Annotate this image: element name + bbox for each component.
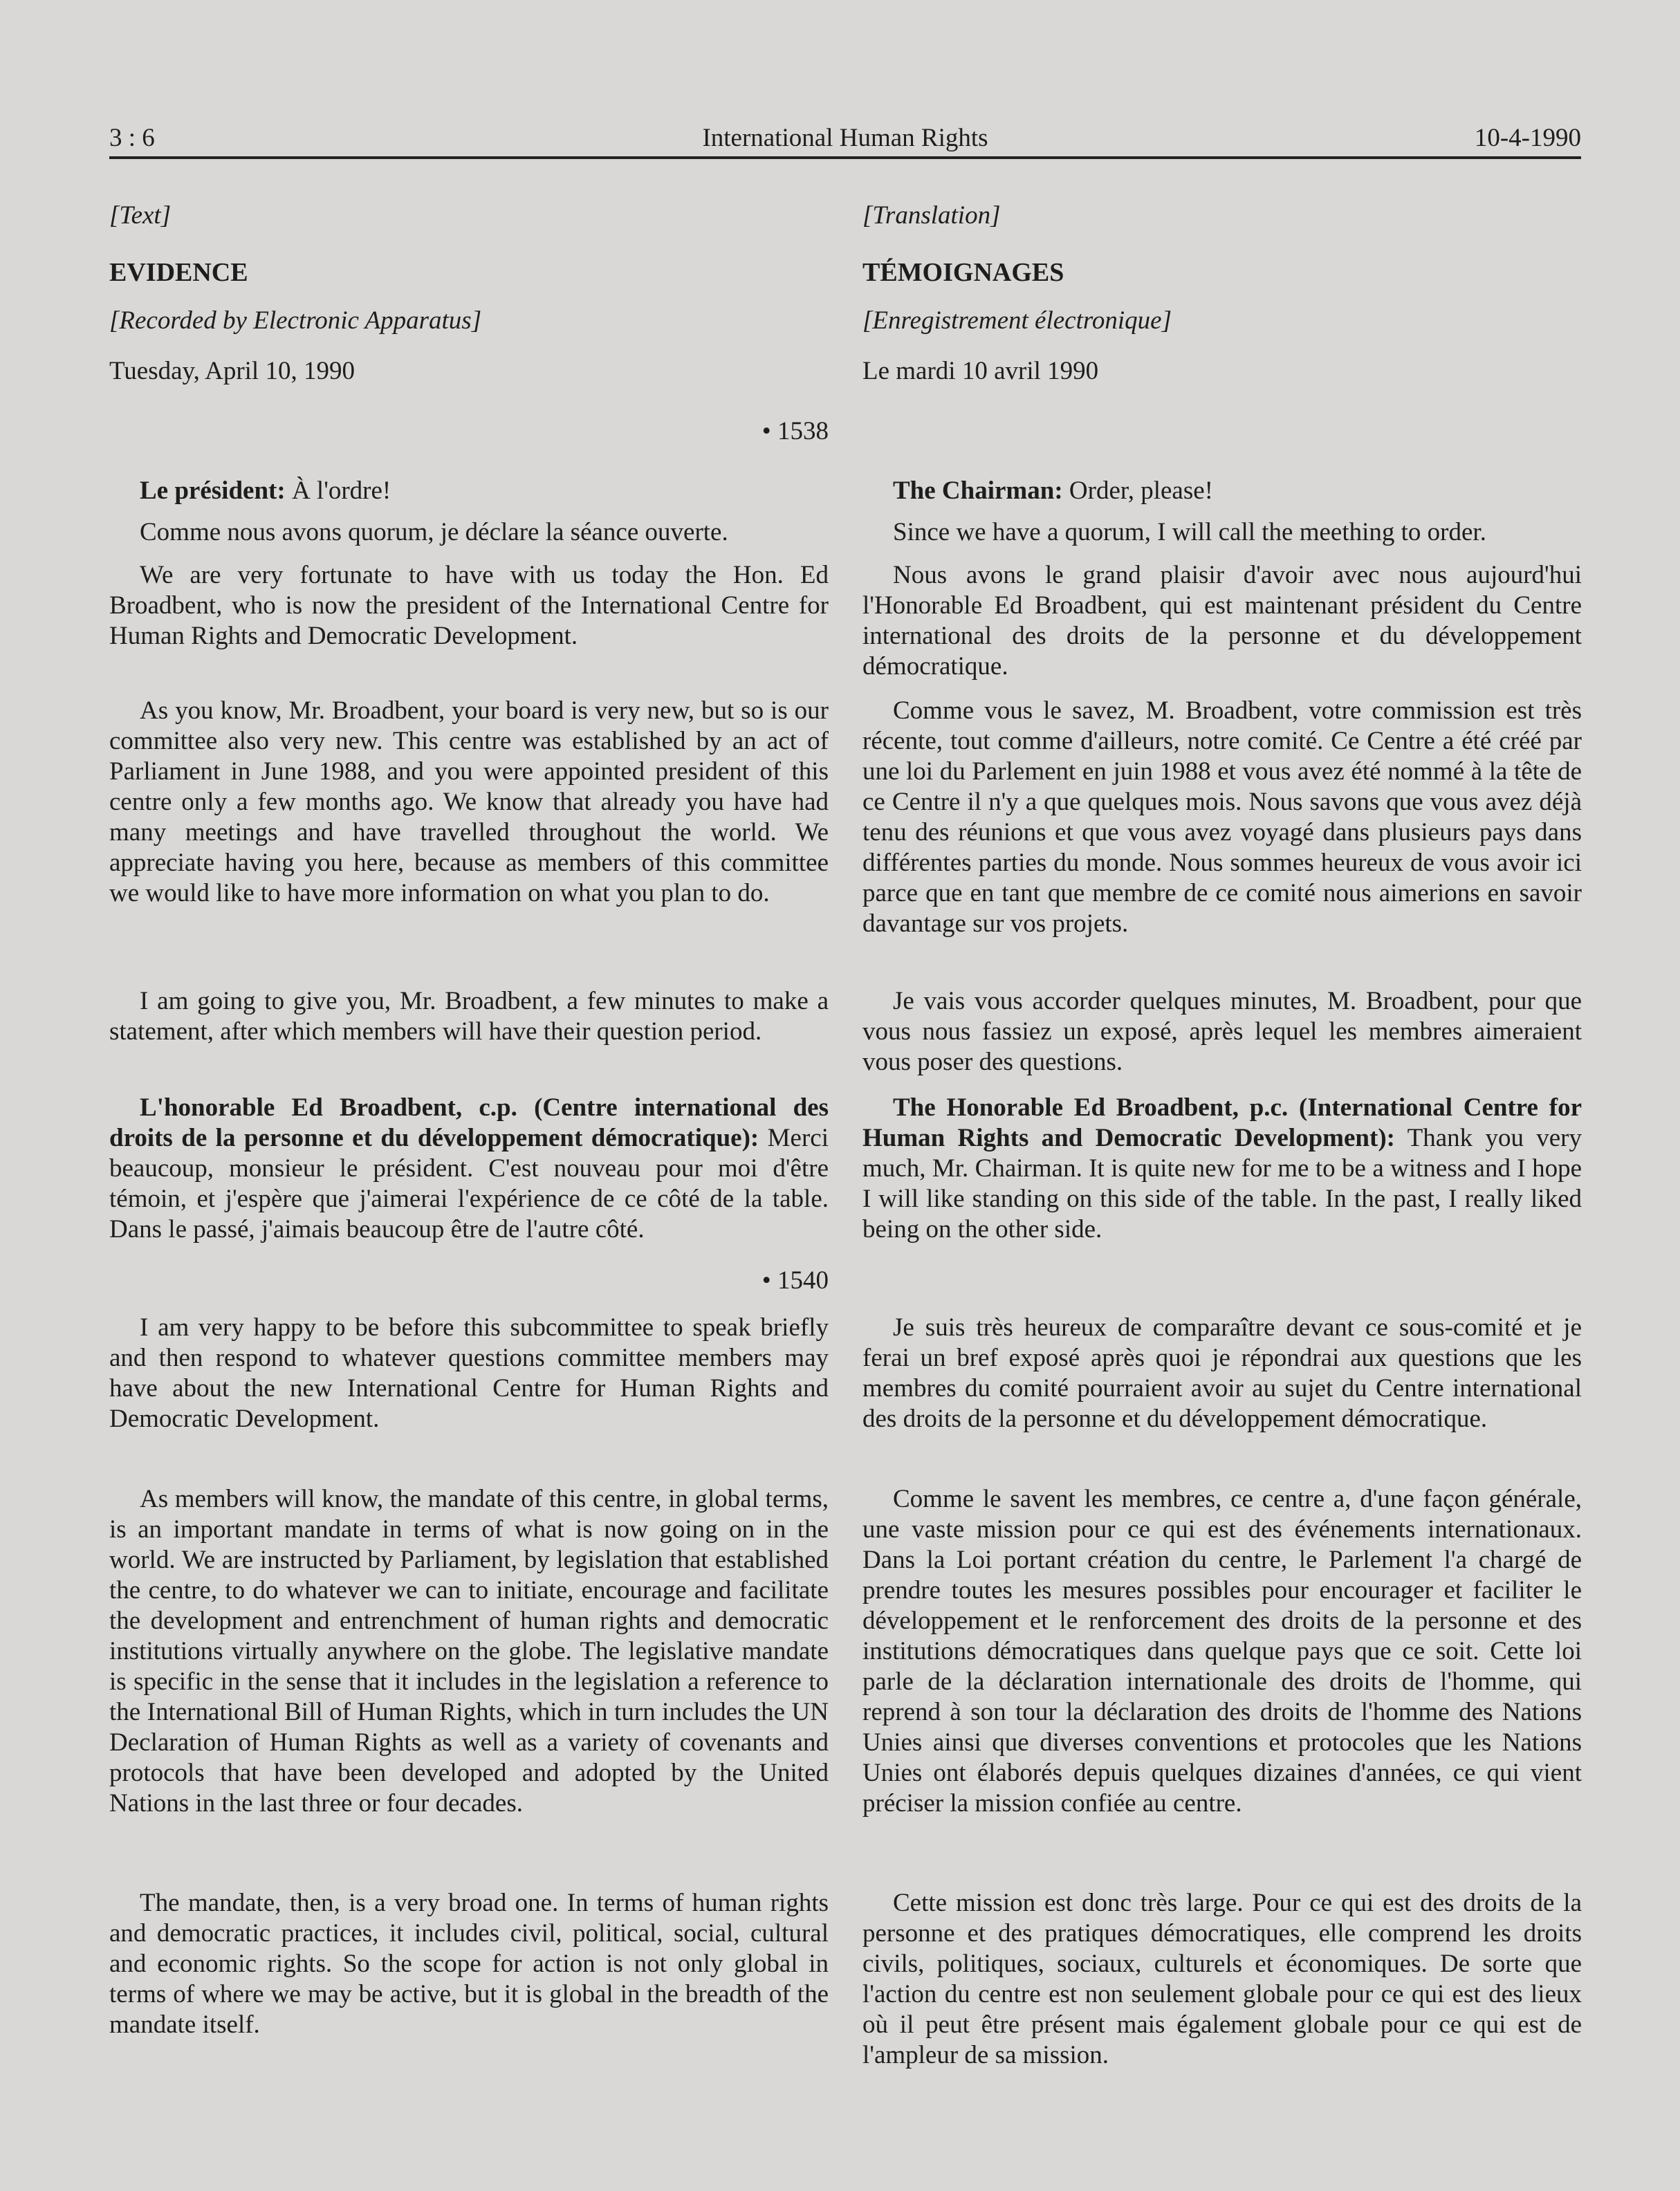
paragraph: The mandate, then, is a very broad one. In terms of human rights and democratic practices, it includes civil, political, social, cultural and economic rights. So the scope for action is not only global in terms of where we may be active, but it is global in the breadth of the mandate itself.: [109, 1889, 829, 2039]
paragraph: As members will know, the mandate of this centre, in global terms, is an important mandate in terms of what is now going on in the world. We are instructed by Parliament, by legislation that established the centre, to do whatever we can to initiate, encourage and facilitate the development and entrenchment of human rights and democratic institutions virtually anywhere on the globe. The legislative mandate is specific in the sense that it includes in the legislation a reference to the International Bill of Human Rights, which in turn includes the UN Declaration of Human Rights as well as a variety of covenants and protocols that have been developed and adopted by the United Nations in the last three or four decades.: [109, 1485, 829, 1818]
evidence-heading: EVIDENCE: [109, 258, 248, 287]
paragraph: Comme vous le savez, M. Broadbent, votre commission est très récente, tout comme d'ailleurs, notre comité. Ce Centre a été créé par une loi du Parlement en juin 1988 et vous avez été nommé à la tête de ce Centre il n'y a que quelques mois. Nous savons que vous avez déjà tenu des réunions et que vous avez voyagé dans plusieurs pays dans différentes parties du monde. Nous sommes heureux de vous avoir ici parce que en tant que membre de ce comité nous aimerions en savoir davantage sur vos projets.: [862, 696, 1582, 938]
page-header: [109, 120, 1581, 159]
paragraph: Je vais vous accorder quelques minutes, M. Broadbent, pour que vous nous fassiez un exposé, après lequel les membres aimeraient vous poser des questions.: [862, 987, 1582, 1076]
timestamp-1538: • 1538: [761, 417, 829, 445]
temoignages-heading: TÉMOIGNAGES: [862, 258, 1064, 287]
page-number: 3 : 6: [109, 124, 155, 152]
speaker-name: Le président:: [140, 477, 286, 505]
paragraph: Je suis très heureux de comparaître devant ce sous-comité et je ferai un bref exposé après quoi je répondrai aux questions que les membres du comité pourraient avoir au sujet du Centre international des droits de la personne et du développement démocratique.: [862, 1313, 1582, 1433]
sitting-date: Tuesday, April 10, 1990: [109, 357, 355, 385]
paragraph: Nous avons le grand plaisir d'avoir avec nous aujourd'hui l'Honorable Ed Broadbent, qui est maintenant président du Centre international des droits de la personne et du développement démocratique.: [862, 561, 1582, 681]
text-tag: [Text]: [109, 201, 172, 230]
paragraph: The Honorable Ed Broadbent, p.c. (International Centre for Human Rights and Democratic Development): Thank you very much, Mr. Chairman. It is quite new for me to be a witness and I hope I will like standing on this side of the table. In the past, I really liked being on the other side.: [862, 1093, 1582, 1244]
translation-tag: [Translation]: [862, 201, 1001, 230]
timestamp-1540: • 1540: [761, 1266, 829, 1295]
recorded-note: [Enregistrement électronique]: [862, 306, 1172, 335]
speaker-name: The Chairman:: [893, 477, 1063, 505]
speaker-name: L'honorable Ed Broadbent, c.p. (Centre international des droits de la personne et du développement démocratique):: [109, 1093, 829, 1152]
paragraph: Comme nous avons quorum, je déclare la séance ouverte.: [140, 518, 728, 546]
sitting-date: Le mardi 10 avril 1990: [862, 357, 1099, 385]
paragraph: As you know, Mr. Broadbent, your board is very new, but so is our committee also very new. This centre was established by an act of Parliament in June 1988, and you were appointed president of this centre only a few months ago. We know that already you have had many meetings and have travelled throughout the world. We appreciate having you here, because as members of this committee we would like to have more information on what you plan to do.: [109, 696, 829, 907]
recorded-note: [Recorded by Electronic Apparatus]: [109, 306, 482, 335]
paragraph: L'honorable Ed Broadbent, c.p. (Centre international des droits de la personne et du développement démocratique): Merci beaucoup, monsieur le président. C'est nouveau pour moi d'être témoin, et j'espère que j'aimerai l'expérience de ce côté de la table. Dans le passé, j'aimais beaucoup être de l'autre côté.: [109, 1093, 829, 1244]
publication-title: International Human Rights: [702, 124, 988, 152]
paragraph: Since we have a quorum, I will call the meething to order.: [893, 518, 1486, 546]
paragraph: Le président: À l'ordre!: [140, 477, 391, 505]
paragraph: We are very fortunate to have with us today the Hon. Ed Broadbent, who is now the president of the International Centre for Human Rights and Democratic Development.: [109, 561, 829, 650]
paragraph: The Chairman: Order, please!: [893, 477, 1213, 505]
paragraph: I am very happy to be before this subcommittee to speak briefly and then respond to whatever questions committee members may have about the new International Centre for Human Rights and Democratic Development.: [109, 1313, 829, 1433]
paragraph: Comme le savent les membres, ce centre a, d'une façon générale, une vaste mission pour ce qui est des événements internationaux. Dans la Loi portant création du centre, le Parlement l'a chargé de prendre toutes les mesures possibles pour encourager et faciliter le développement et le renforcement des droits de la personne et des institutions démocratiques dans quelque pays que ce soit. Cette loi parle de la déclaration internationale des droits de l'homme, qui reprend à son tour la déclaration des droits de l'homme des Nations Unies ainsi que diverses conventions et protocoles que les Nations Unies ont élaborés depuis quelques dizaines d'années, ce qui vient préciser la mission confiée au centre.: [862, 1485, 1582, 1818]
paragraph: Cette mission est donc très large. Pour ce qui est des droits de la personne et des pratiques démocratiques, elle comprend les droits civils, politiques, sociaux, culturels et économiques. De sorte que l'action du centre est non seulement globale pour ce qui est des lieux où il peut être présent mais également globale pour ce qui est de l'ampleur de sa mission.: [862, 1889, 1582, 2069]
paragraph: I am going to give you, Mr. Broadbent, a few minutes to make a statement, after which members will have their question period.: [109, 987, 829, 1046]
speaker-name: The Honorable Ed Broadbent, p.c. (International Centre for Human Rights and Democratic Development):: [862, 1093, 1582, 1152]
header-date: 10-4-1990: [1474, 124, 1581, 152]
